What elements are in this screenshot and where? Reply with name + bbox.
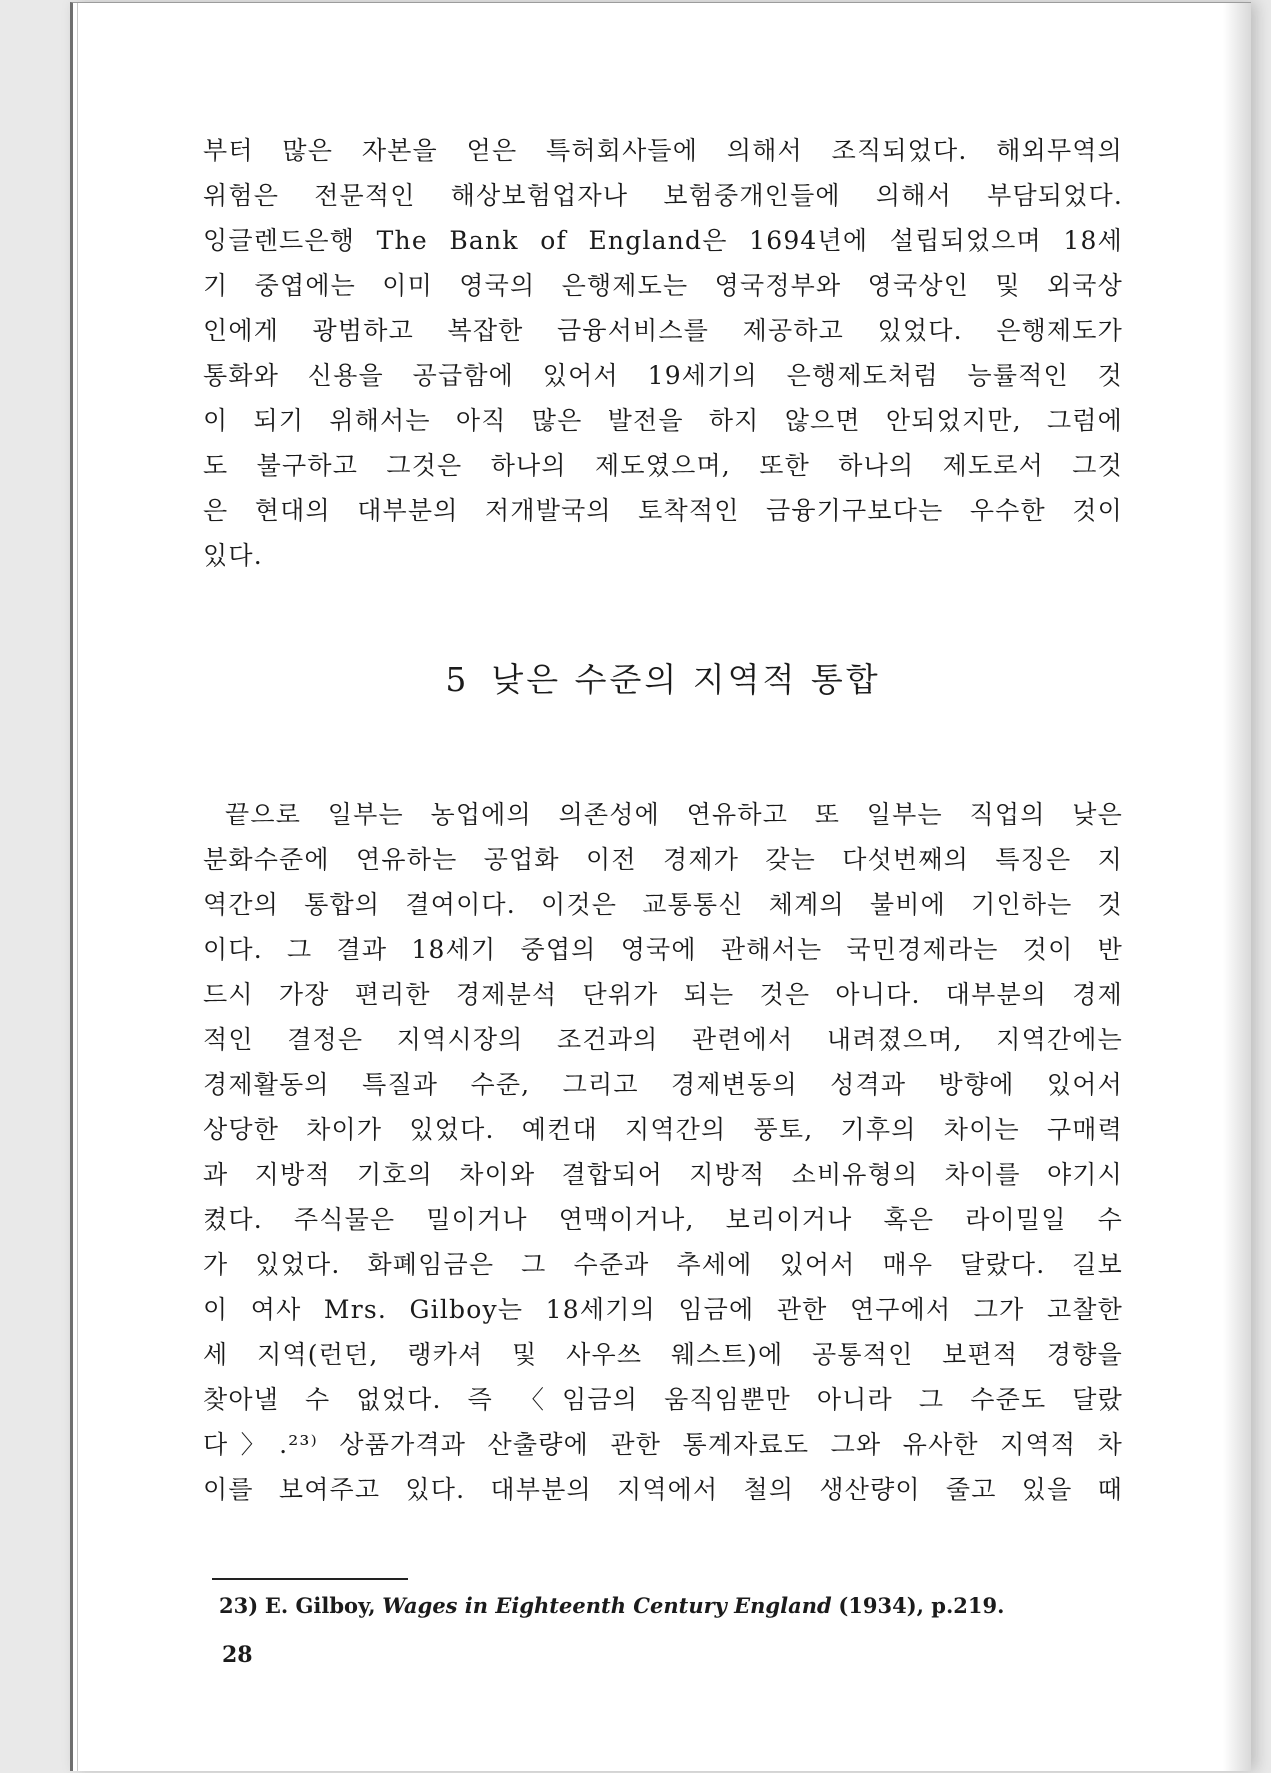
text-line: 통화와 신용을 공급함에 있어서 19세기의 은행제도처럼 능률적인 것 [203, 361, 1123, 390]
page-right-shadow [1223, 3, 1251, 1771]
text-line: 위험은 전문적인 해상보험업자나 보험중개인들에 의해서 부담되었다. [203, 181, 1123, 210]
footnote-divider [212, 1578, 408, 1580]
text-line: 은 현대의 대부분의 저개발국의 토착적인 금융기구보다는 우수한 것이 [203, 496, 1123, 525]
page-number: 28 [222, 1642, 253, 1668]
text-line: 이를 보여주고 있다. 대부분의 지역에서 철의 생산량이 줄고 있을 때 [203, 1475, 1123, 1504]
footnote [219, 1593, 1004, 1618]
text-line: 드시 가장 편리한 경제분석 단위가 되는 것은 아니다. 대부분의 경제 [203, 980, 1123, 1009]
footnote-number: 23) [219, 1593, 259, 1618]
text-line: 다〉.²³⁾ 상품가격과 산출량에 관한 통계자료도 그와 유사한 지역적 차 [203, 1430, 1123, 1459]
text-line: 역간의 통합의 결여이다. 이것은 교통통신 체계의 불비에 기인하는 것 [203, 890, 1123, 919]
text-line: 잉글렌드은행 The Bank of England은 1694년에 설립되었으며 18세 [203, 226, 1123, 255]
text-line: 세 지역(런던, 랭카셔 및 사우쓰 웨스트)에 공통적인 보편적 경향을 [203, 1340, 1123, 1369]
footnote-title: Wages in Eighteenth Century England [382, 1593, 832, 1618]
text-line: 적인 결정은 지역시장의 조건과의 관련에서 내려졌으며, 지역간에는 [203, 1025, 1123, 1054]
text-line: 과 지방적 기호의 차이와 결합되어 지방적 소비유형의 차이를 야기시 [203, 1160, 1123, 1189]
text-line: 있다. [203, 541, 263, 570]
text-line: 이 되기 위해서는 아직 많은 발전을 하지 않으면 안되었지만, 그럼에 [203, 406, 1123, 435]
section-title: 낮은 수준의 지역적 통합 [491, 660, 881, 699]
text-line: 가 있었다. 화폐임금은 그 수준과 추세에 있어서 매우 달랐다. 길보 [203, 1250, 1123, 1279]
paragraph-1 [203, 128, 1123, 578]
text-line: 이다. 그 결과 18세기 중엽의 영국에 관해서는 국민경제라는 것이 반 [203, 935, 1123, 964]
text-line: 이 여사 Mrs. Gilboy는 18세기의 임금에 관한 연구에서 그가 고찰한 [203, 1295, 1123, 1324]
text-line: 부터 많은 자본을 얻은 특허회사들에 의해서 조직되었다. 해외무역의 [203, 136, 1123, 165]
page-edge-line [77, 3, 78, 1771]
text-line: 도 불구하고 그것은 하나의 제도였으며, 또한 하나의 제도로서 그것 [203, 451, 1123, 480]
section-number: 5 [445, 660, 470, 699]
text-line: 경제활동의 특질과 수준, 그리고 경제변동의 성격과 방향에 있어서 [203, 1070, 1123, 1099]
paragraph-2 [203, 792, 1123, 1512]
text-line: 켰다. 주식물은 밀이거나 연맥이거나, 보리이거나 혹은 라이밀일 수 [203, 1205, 1123, 1234]
text-line: 끝으로 일부는 농업에의 의존성에 연유하고 또 일부는 직업의 낮은 [225, 800, 1123, 829]
text-line: 분화수준에 연유하는 공업화 이전 경제가 갖는 다섯번째의 특징은 지 [203, 845, 1123, 874]
footnote-author: E. Gilboy, [264, 1593, 376, 1618]
text-line: 기 중엽에는 이미 영국의 은행제도는 영국정부와 영국상인 및 외국상 [203, 271, 1123, 300]
text-line: 찾아낼 수 없었다. 즉 〈임금의 움직임뿐만 아니라 그 수준도 달랐 [203, 1385, 1123, 1414]
section-heading [203, 654, 1123, 701]
text-line: 인에게 광범하고 복잡한 금융서비스를 제공하고 있었다. 은행제도가 [203, 316, 1123, 345]
text-line: 상당한 차이가 있었다. 예컨대 지역간의 풍토, 기후의 차이는 구매력 [203, 1115, 1123, 1144]
footnote-citation: (1934), p.219. [838, 1593, 1005, 1618]
